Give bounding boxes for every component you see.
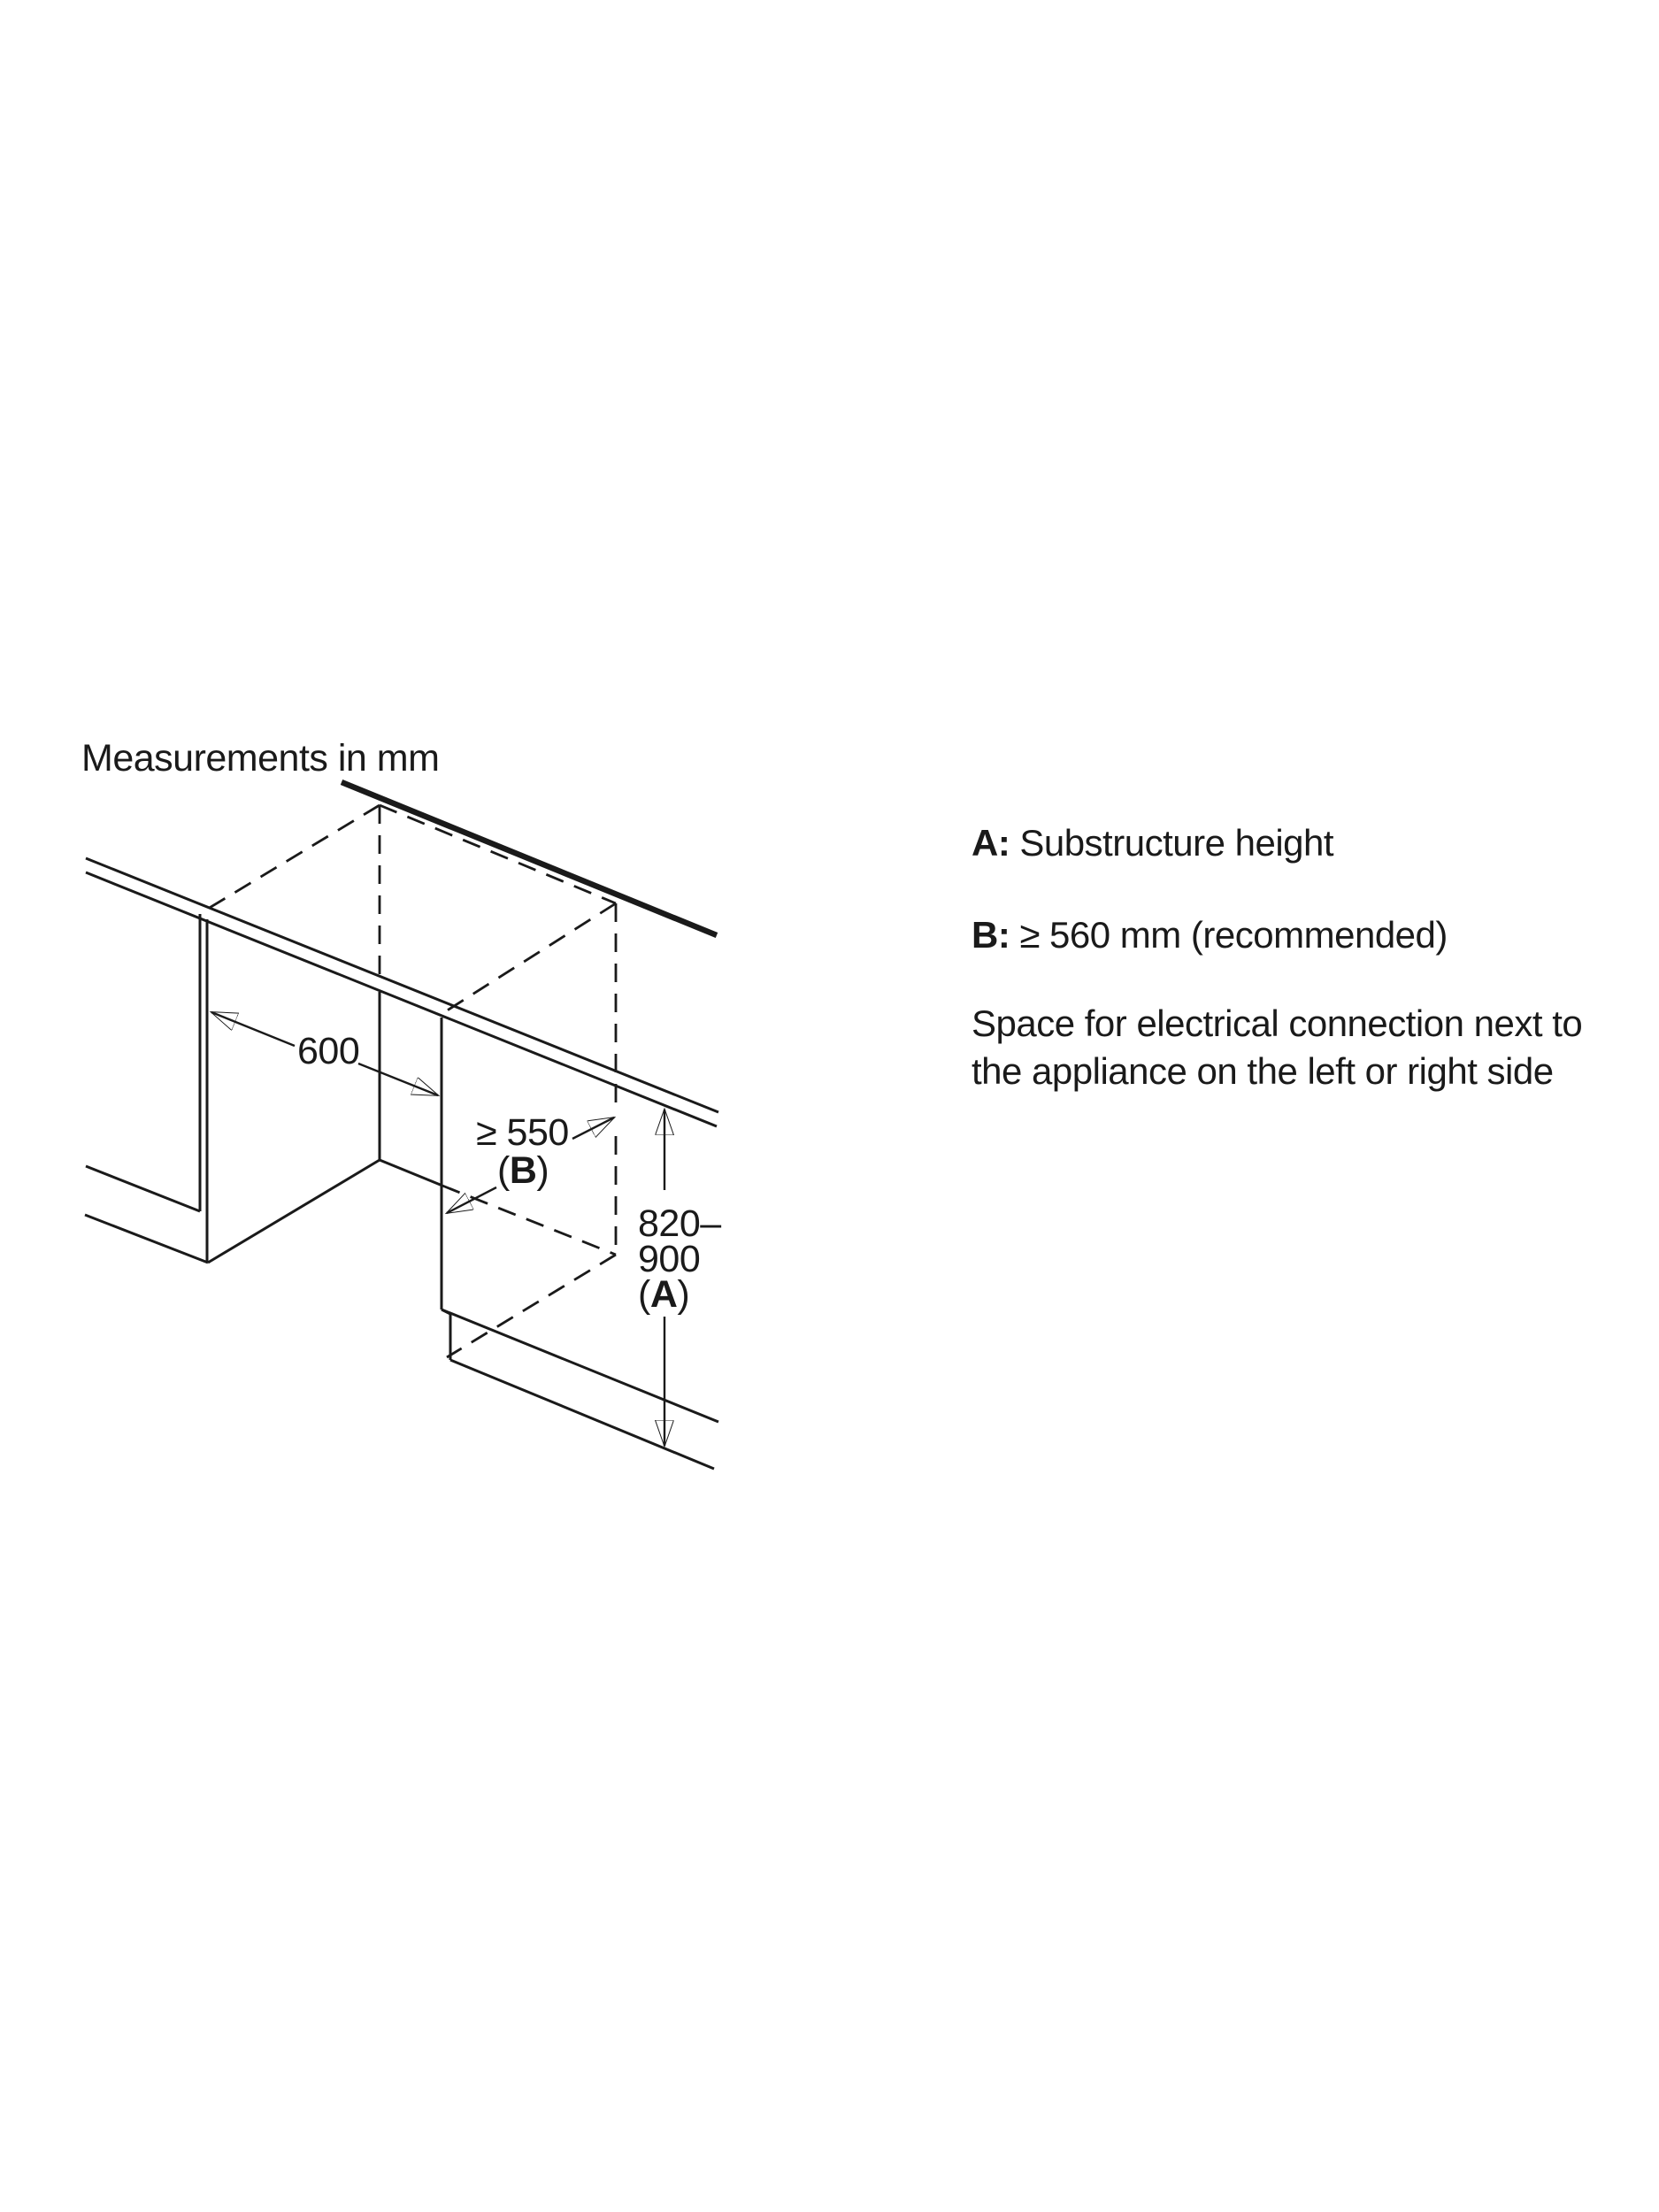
niche-floor-back-edge-hidden [442,1186,616,1255]
dimension-label-depth: ≥ 550 [476,1111,569,1154]
page-title: Measurements in mm [81,737,440,780]
countertop-front-lower-edge [86,872,717,1126]
legend-b-text: ≥ 560 mm (recommended) [1019,914,1448,956]
right-cabinet-plinth-bottom-edge [450,1360,714,1469]
dimension-label-height [638,1202,721,1316]
dimension-label-width: 600 [297,1030,360,1072]
note-line-2: the appliance on the left or right side [972,1050,1554,1092]
width-arrow-left [211,1012,295,1046]
niche-floor-right-edge-hidden [447,1255,616,1357]
height-range-line1: 820– [638,1202,721,1245]
electrical-connection-note [972,1000,1582,1095]
countertop [86,782,718,1126]
height-range-line2: 900 [638,1238,701,1280]
left-cabinet-plinth-edge [85,1215,208,1263]
legend-item-b [972,914,1448,956]
niche-top-back-edge [380,805,616,903]
legend-b-key: B: [972,914,1010,956]
depth-arrow-back [572,1118,614,1139]
legend-a-text: Substructure height [1019,822,1334,864]
legend-a-key: A: [972,822,1010,864]
niche-hidden-edges [208,805,616,1357]
left-cabinet-bottom-edge [86,1166,200,1211]
dimension-ref-b: (B) [497,1149,549,1192]
countertop-back-edge [342,782,717,935]
right-cabinet-bottom-edge [442,1310,718,1422]
note-line-1: Space for electrical connection next to [972,1002,1583,1044]
width-arrow-right [358,1064,438,1095]
niche-top-left-edge [208,805,380,909]
legend-item-a [972,822,1333,864]
niche-floor-left-edge [208,1160,380,1263]
dimension-ref-a: (A) [638,1273,690,1316]
niche-top-right-edge [442,903,616,1014]
left-cabinet [85,914,208,1263]
niche-floor-back-edge [380,1160,442,1186]
